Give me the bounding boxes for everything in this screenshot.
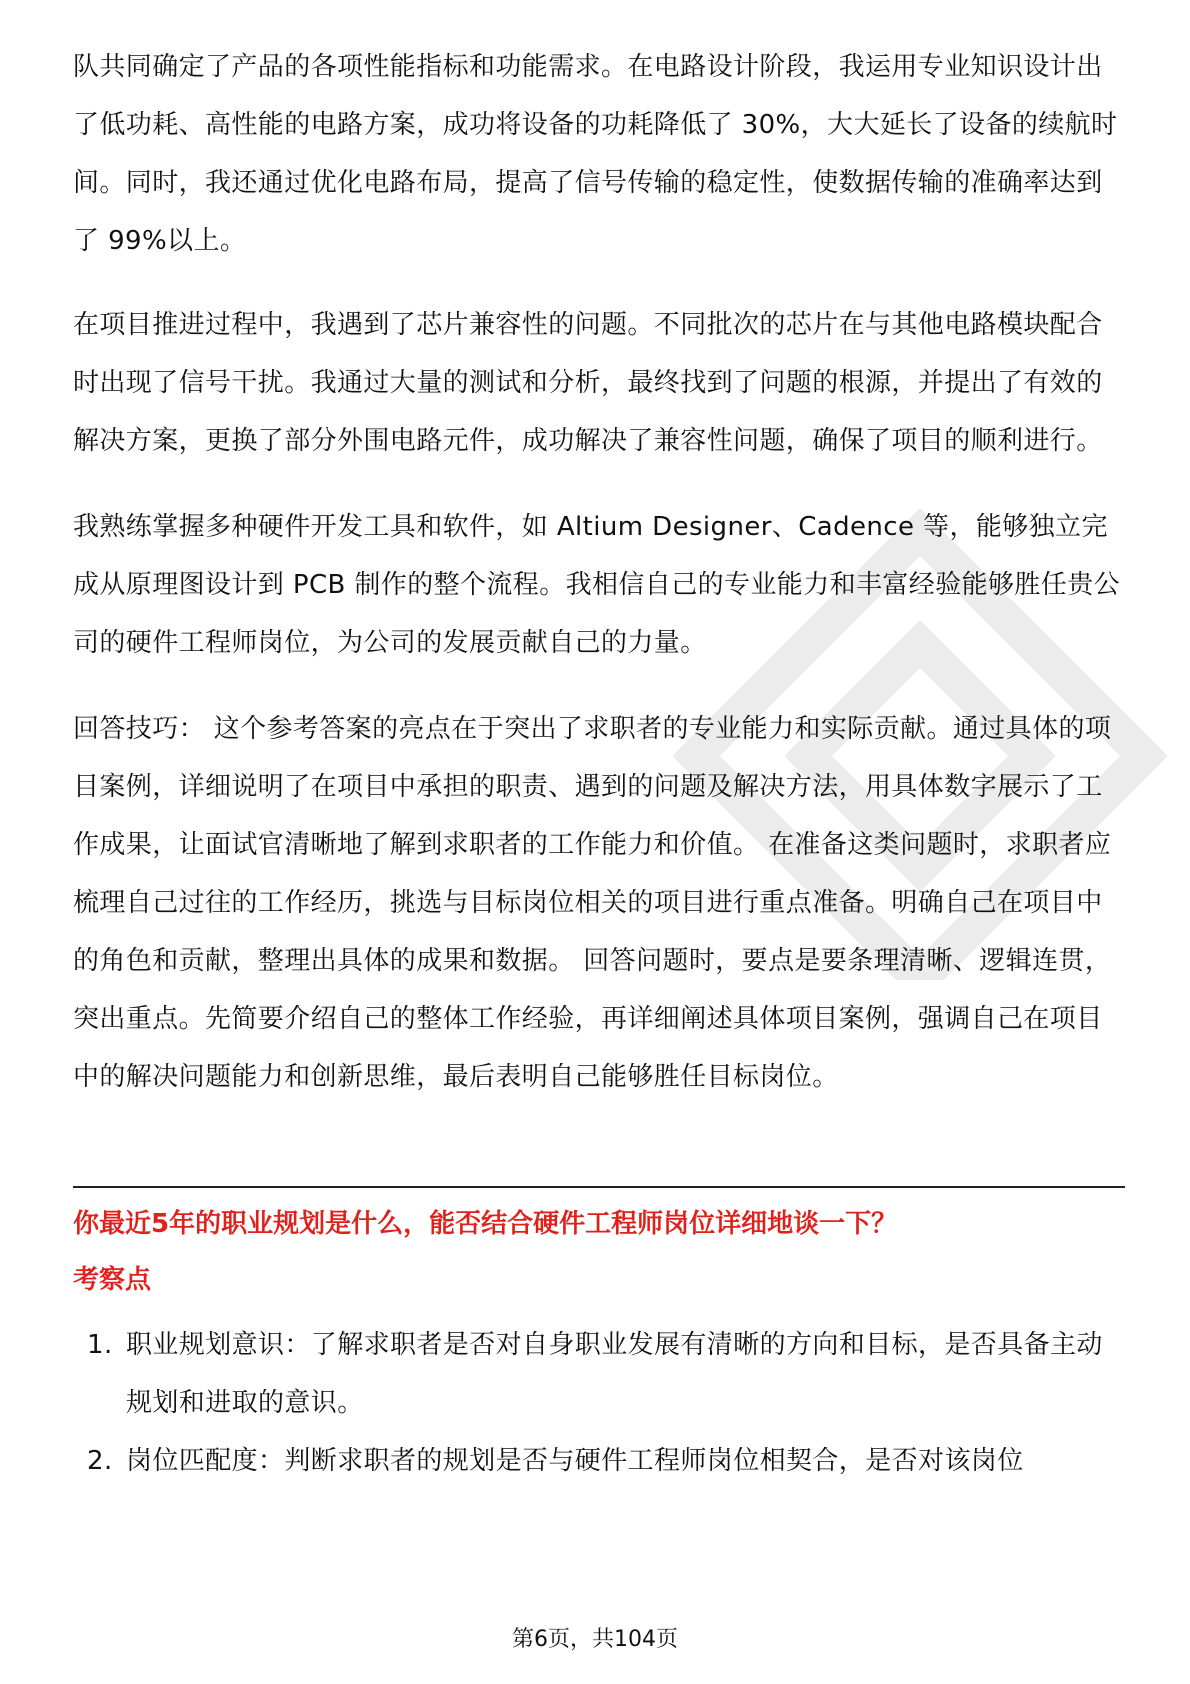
section-divider [73,1186,1125,1188]
kaocha-heading: 考察点 [73,1265,152,1295]
question-title: 你最近5年的职业规划是什么，能否结合硬件工程师岗位详细地谈一下？ [73,1209,898,1239]
list-item-text: 职业规划意识：了解求职者是否对自身职业发展有清晰的方向和目标，是否具备主动规划和进取的意识。 [126,1330,1103,1418]
page-content [73,38,1125,1476]
paragraph-chip-compatibility: 在项目推进过程中，我遇到了芯片兼容性的问题。不同批次的芯片在与其他电路模块配合时出现了信号干扰。我通过大量的测试和分析，最终找到了问题的根源，并提出了有效的解决方案，更换了部分外围电路元件，成功解决了兼容性问题，确保了项目的顺利进行。 [73,310,1103,456]
list-item-text: 岗位匹配度：判断求职者的规划是否与硬件工程师岗位相契合，是否对该岗位 [126,1446,1024,1476]
paragraph-project-results: 队共同确定了产品的各项性能指标和功能需求。在电路设计阶段，我运用专业知识设计出了低功耗、高性能的电路方案，成功将设备的功耗降低了 30%，大大延长了设备的续航时间。同时，我还通过优化电路布局，提高了信号传输的稳定性，使数据传输的准确率达到了 99%以上。 [73,52,1118,256]
list-item [73,1432,1125,1490]
paragraph-tools: 我熟练掌握多种硬件开发工具和软件，如 Altium Designer、Cadence 等，能够独立完成从原理图设计到 PCB 制作的整个流程。我相信自己的专业能力和丰富经验能够胜任贵公司的硬件工程师岗位，为公司的发展贡献自己的力量。 [73,512,1121,658]
paragraph-answer-tips: 回答技巧： 这个参考答案的亮点在于突出了求职者的专业能力和实际贡献。通过具体的项目案例，详细说明了在项目中承担的职责、遇到的问题及解决方法，用具体数字展示了工作成果，让面试官清晰地了解到求职者的工作能力和价值。 在准备这类问题时，求职者应梳理自己过往的工作经历，挑选与目标岗位相关的项目进行重点准备。明确自己在项目中的角色和贡献，整理出具体的成果和数据。 回答问题时，要点是要条理清晰、逻辑连贯，突出重点。先简要介绍自己的整体工作经验，再详细阐述具体项目案例，强调自己在项目中的解决问题能力和创新思维，最后表明自己能够胜任目标岗位。 [73,714,1112,1092]
list-item-number: 1. [87,1330,113,1360]
assessment-points-list [73,1316,1125,1490]
list-item-number: 2. [87,1446,113,1476]
list-item [73,1316,1125,1432]
page-number-footer: 第6页，共104页 [512,1627,678,1652]
